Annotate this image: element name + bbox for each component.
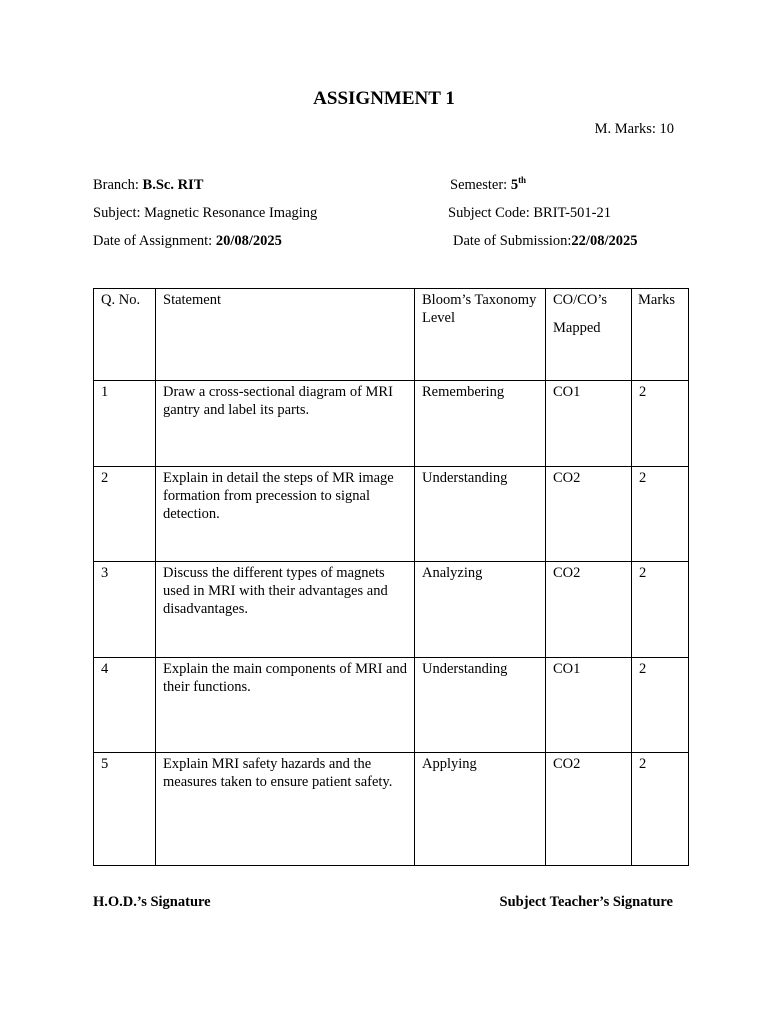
cell-co: CO1 — [546, 381, 632, 467]
table-row — [94, 658, 689, 753]
subject-code-label: Subject Code: — [448, 205, 534, 221]
header-statement: Statement — [156, 289, 415, 381]
cell-qno: 5 — [94, 753, 156, 866]
cell-marks: 2 — [632, 467, 689, 562]
subject-field — [93, 205, 317, 222]
table-header-row — [94, 289, 689, 381]
semester-suffix: th — [518, 175, 527, 186]
cell-co: CO2 — [546, 753, 632, 866]
table-row — [94, 467, 689, 562]
date-of-assignment-field — [93, 233, 282, 250]
table-row — [94, 562, 689, 658]
hod-signature-label: H.O.D.’s Signature — [93, 894, 211, 910]
branch-value: B.Sc. RIT — [142, 177, 204, 193]
branch-label: Branch: — [93, 177, 143, 193]
cell-qno: 1 — [94, 381, 156, 467]
subject-code-value: BRIT-501-21 — [533, 205, 611, 221]
cell-qno: 4 — [94, 658, 156, 753]
cell-statement: Discuss the different types of magnets used in MRI with their advantages and disadvantages. — [156, 562, 415, 658]
branch-field — [93, 177, 203, 194]
header-bloom: Bloom’s Taxonomy Level — [415, 289, 546, 381]
max-marks: M. Marks: 10 — [594, 121, 674, 137]
semester-field — [450, 177, 526, 194]
date-of-assignment-value: 20/08/2025 — [215, 233, 282, 249]
header-qno: Q. No. — [94, 289, 156, 381]
cell-qno: 2 — [94, 467, 156, 562]
header-co — [546, 289, 632, 381]
cell-qno: 3 — [94, 562, 156, 658]
cell-bloom: Remembering — [415, 381, 546, 467]
cell-bloom: Understanding — [415, 658, 546, 753]
date-of-submission-label: Date of Submission: — [453, 233, 572, 249]
table-row — [94, 381, 689, 467]
cell-marks: 2 — [632, 753, 689, 866]
cell-marks: 2 — [632, 562, 689, 658]
date-of-submission-field — [453, 233, 637, 250]
header-marks: Marks — [632, 289, 689, 381]
subject-label: Subject: — [93, 205, 145, 221]
date-of-submission-value: 22/08/2025 — [571, 233, 638, 249]
cell-statement: Explain the main components of MRI and their functions. — [156, 658, 415, 753]
cell-bloom: Analyzing — [415, 562, 546, 658]
semester-value: 5 — [510, 177, 519, 193]
page-title: ASSIGNMENT 1 — [313, 88, 455, 109]
subject-value: Magnetic Resonance Imaging — [144, 205, 318, 221]
cell-statement: Explain in detail the steps of MR image formation from precession to signal detection. — [156, 467, 415, 562]
cell-co: CO2 — [546, 562, 632, 658]
cell-marks: 2 — [632, 381, 689, 467]
teacher-signature-label: Subject Teacher’s Signature — [499, 894, 673, 910]
cell-statement: Draw a cross-sectional diagram of MRI gantry and label its parts. — [156, 381, 415, 467]
cell-marks: 2 — [632, 658, 689, 753]
questions-table — [93, 288, 689, 866]
subject-code-field — [448, 205, 611, 222]
table-row — [94, 753, 689, 866]
semester-label: Semester: — [450, 177, 511, 193]
cell-co: CO1 — [546, 658, 632, 753]
cell-co: CO2 — [546, 467, 632, 562]
cell-bloom: Understanding — [415, 467, 546, 562]
date-of-assignment-label: Date of Assignment: — [93, 233, 216, 249]
header-co-line1: CO/CO’s — [553, 292, 607, 308]
cell-bloom: Applying — [415, 753, 546, 866]
cell-statement: Explain MRI safety hazards and the measures taken to ensure patient safety. — [156, 753, 415, 866]
header-co-line2: Mapped — [553, 320, 601, 336]
